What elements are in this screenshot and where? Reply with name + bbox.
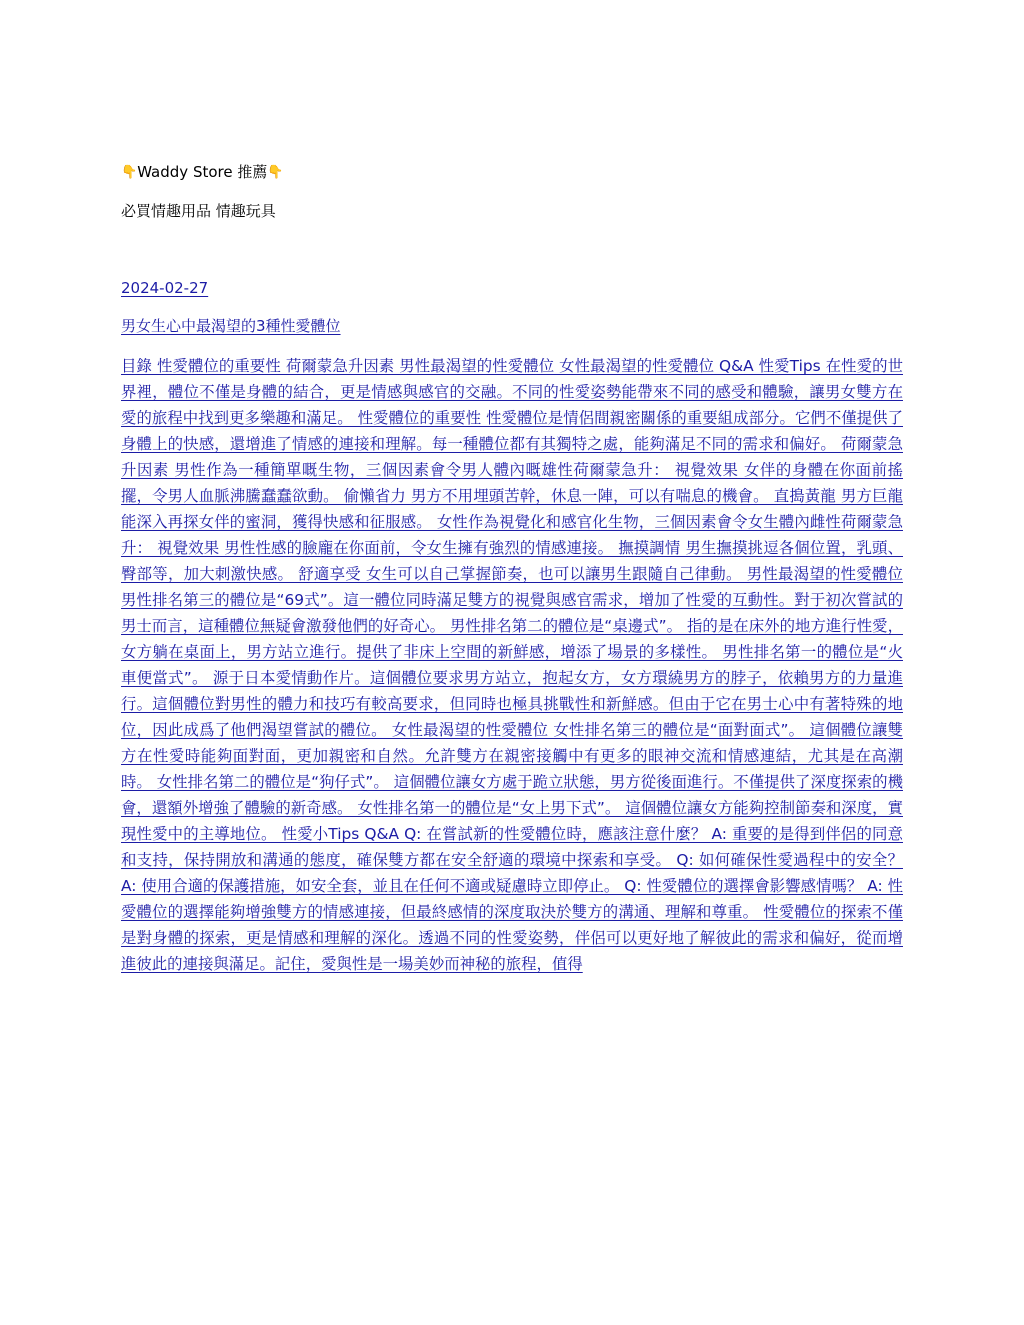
post-title-link[interactable]: 男女生心中最渴望的3種性愛體位 [121, 317, 341, 335]
store-recommend-text: Waddy Store 推薦 [137, 163, 268, 181]
post-body [121, 353, 903, 977]
post-date-link[interactable]: 2024-02-27 [121, 279, 209, 297]
point-down-hand-icon: 👇 [267, 165, 284, 180]
post-body-link[interactable]: 目錄 性愛體位的重要性 荷爾蒙急升因素 男性最渴望的性愛體位 女性最渴望的性愛體位 Q&A 性愛Tips 在性愛的世界裡，體位不僅是身體的結合，更是情感與感官的交融。不同的性愛姿勢能帶來不同的感受和體驗，讓男女雙方在愛的旅程中找到更多樂趣和滿足。 性愛體位的重要性 性愛體位是情侶間親密關係的重要組成部分。它們不僅提供了身體上的快感，還增進了情感的連接和理解。每一種體位都有其獨特之處，能夠滿足不同的需求和偏好。 荷爾蒙急升因素 男性作為一種簡單嘅生物，三個因素會令男人體內嘅雄性荷爾蒙急升： 視覺效果 女伴的身體在你面前搖擺，令男人血脈沸騰蠢蠢欲動。 偷懶省力 男方不用埋頭苦幹，休息一陣，可以有喘息的機會。 直搗黃龍 男方巨龍能深入再探女伴的蜜洞，獲得快感和征服感。 女性作為視覺化和感官化生物，三個因素會令女生體內雌性荷爾蒙急升： 視覺效果 男性性感的臉龐在你面前，令女生擁有強烈的情感連接。 撫摸調情 男生撫摸挑逗各個位置，乳頭、臀部等，加大刺激快感。 舒適享受 女生可以自己掌握節奏，也可以讓男生跟隨自己律動。 男性最渴望的性愛體位 男性排名第三的體位是“69式”。這一體位同時滿足雙方的視覺與感官需求，增加了性愛的互動性。對于初次嘗試的男士而言，這種體位無疑會激發他們的好奇心。 男性排名第二的體位是“桌邊式”。 指的是在床外的地方進行性愛，女方躺在桌面上，男方站立進行。提供了非床上空間的新鮮感，增添了場景的多樣性。 男性排名第一的體位是“火車便當式”。 源于日本愛情動作片。這個體位要求男方站立，抱起女方，女方環繞男方的脖子，依賴男方的力量進行。這個體位對男性的體力和技巧有較高要求，但同時也極具挑戰性和新鮮感。但由于它在男士心中有著特殊的地位，因此成爲了他們渴望嘗試的體位。 女性最渴望的性愛體位 女性排名第三的體位是“面對面式”。 這個體位讓雙方在性愛時能夠面對面，更加親密和自然。允許雙方在親密接觸中有更多的眼神交流和情感連結，尤其是在高潮時。 女性排名第二的體位是“狗仔式”。 這個體位讓女方處于跪立狀態，男方從後面進行。不僅提供了深度探索的機會，還額外增強了體驗的新奇感。 女性排名第一的體位是“女上男下式”。 這個體位讓女方能夠控制節奏和深度，實現性愛中的主導地位。 性愛小Tips Q&A Q: 在嘗試新的性愛體位時，應該注意什麼？ A: 重要的是得到伴侶的同意和支持，保持開放和溝通的態度，確保雙方都在安全舒適的環境中探索和享受。 Q: 如何確保性愛過程中的安全？ A: 使用合適的保護措施，如安全套，並且在任何不適或疑慮時立即停止。 Q: 性愛體位的選擇會影響感情嗎？ A: 性愛體位的選擇能夠增強雙方的情感連接，但最終感情的深度取決於雙方的溝通、理解和尊重。 性愛體位的探索不僅是對身體的探索，更是情感和理解的深化。透過不同的性愛姿勢，伴侶可以更好地了解彼此的需求和偏好，從而增進彼此的連接與滿足。記住，愛與性是一場美妙而神秘的旅程，值得 [121, 357, 903, 973]
point-down-hand-icon: 👇 [121, 165, 138, 180]
shop-categories-line: 必買情趣用品 情趣玩具 [121, 202, 276, 220]
store-recommend-line [121, 162, 284, 183]
